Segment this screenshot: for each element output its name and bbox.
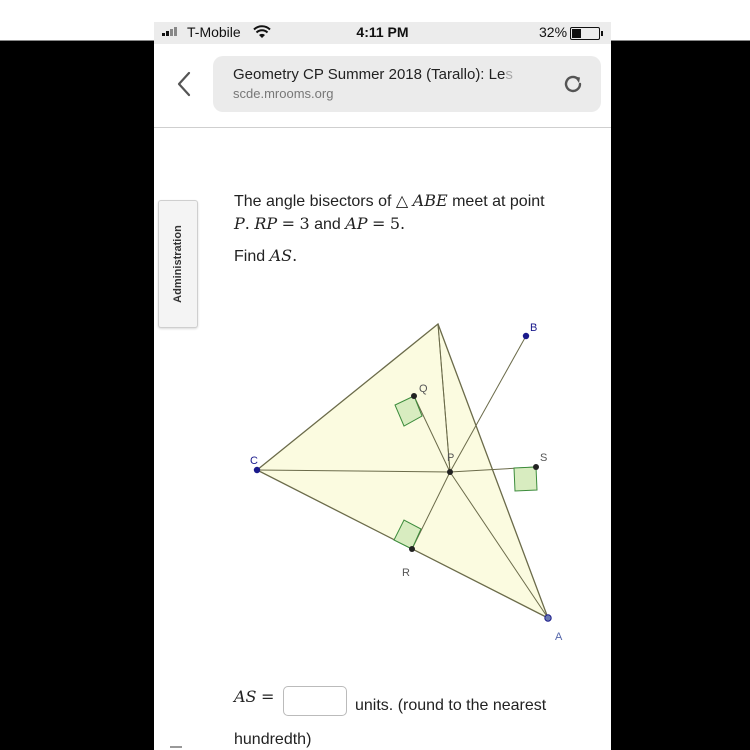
answer-var: AS — [234, 687, 257, 706]
point-s-dot — [533, 464, 539, 470]
status-bar — [154, 22, 611, 44]
administration-tab-label: Administration — [172, 225, 184, 303]
ap-label: AP — [345, 214, 368, 233]
label-b: B — [530, 322, 538, 334]
answer-label — [234, 687, 274, 707]
page-title-fade: s — [505, 66, 513, 83]
q-period-1: . — [244, 214, 250, 233]
header-divider — [154, 127, 611, 128]
find-target: AS — [269, 246, 293, 265]
label-p: P — [447, 452, 455, 464]
address-bar[interactable] — [213, 56, 601, 112]
bottom-edge-mark — [170, 746, 182, 748]
label-a: A — [555, 631, 563, 643]
phone-screen — [154, 22, 611, 750]
carrier-name: T-Mobile — [187, 24, 241, 40]
point-r-dot — [409, 546, 415, 552]
ap-value: 5 — [389, 214, 401, 233]
back-chevron-icon[interactable] — [174, 70, 194, 98]
point-q-dot — [411, 393, 417, 399]
q-intro: The angle bisectors of — [234, 193, 396, 210]
rp-label: RP — [254, 214, 278, 233]
right-angle-mark-s — [514, 467, 537, 491]
page-title — [233, 66, 543, 83]
vertex-b-dot — [523, 333, 529, 339]
label-q: Q — [419, 383, 428, 395]
answer-input[interactable] — [283, 686, 347, 716]
reload-icon[interactable] — [561, 72, 585, 96]
point-p: P — [234, 214, 245, 233]
triangle-symbol: △ — [395, 191, 409, 210]
find-prefix: Find — [234, 248, 270, 265]
q-and: and — [309, 216, 346, 233]
find-period: . — [292, 246, 298, 265]
ap-eq: = — [372, 214, 386, 233]
triangle-figure — [244, 304, 589, 649]
page-title-text: Geometry CP Summer 2018 (Tarallo): Le — [233, 66, 506, 83]
battery-icon — [570, 27, 600, 40]
q-after-name: meet at point — [447, 193, 545, 210]
point-p-dot — [447, 469, 453, 475]
battery-percent: 32% — [539, 24, 568, 40]
triangle-name: ABE — [412, 191, 448, 210]
rp-eq: = — [281, 214, 295, 233]
question-text — [234, 190, 594, 236]
q-period-2: . — [400, 214, 406, 233]
status-time: 4:11 PM — [356, 24, 409, 40]
url-host: scde.mrooms.org — [233, 86, 334, 101]
label-c: C — [250, 455, 258, 467]
vertex-a-dot — [545, 615, 551, 621]
answer-eq: = — [260, 687, 275, 706]
label-s: S — [540, 452, 548, 464]
find-prompt — [234, 246, 297, 266]
rp-value: 3 — [299, 214, 310, 233]
administration-tab[interactable] — [158, 200, 198, 328]
units-text-2: hundredth) — [234, 731, 312, 748]
units-text: units. (round to the nearest — [355, 697, 547, 714]
label-r: R — [402, 567, 410, 579]
vertex-c-dot — [254, 467, 260, 473]
